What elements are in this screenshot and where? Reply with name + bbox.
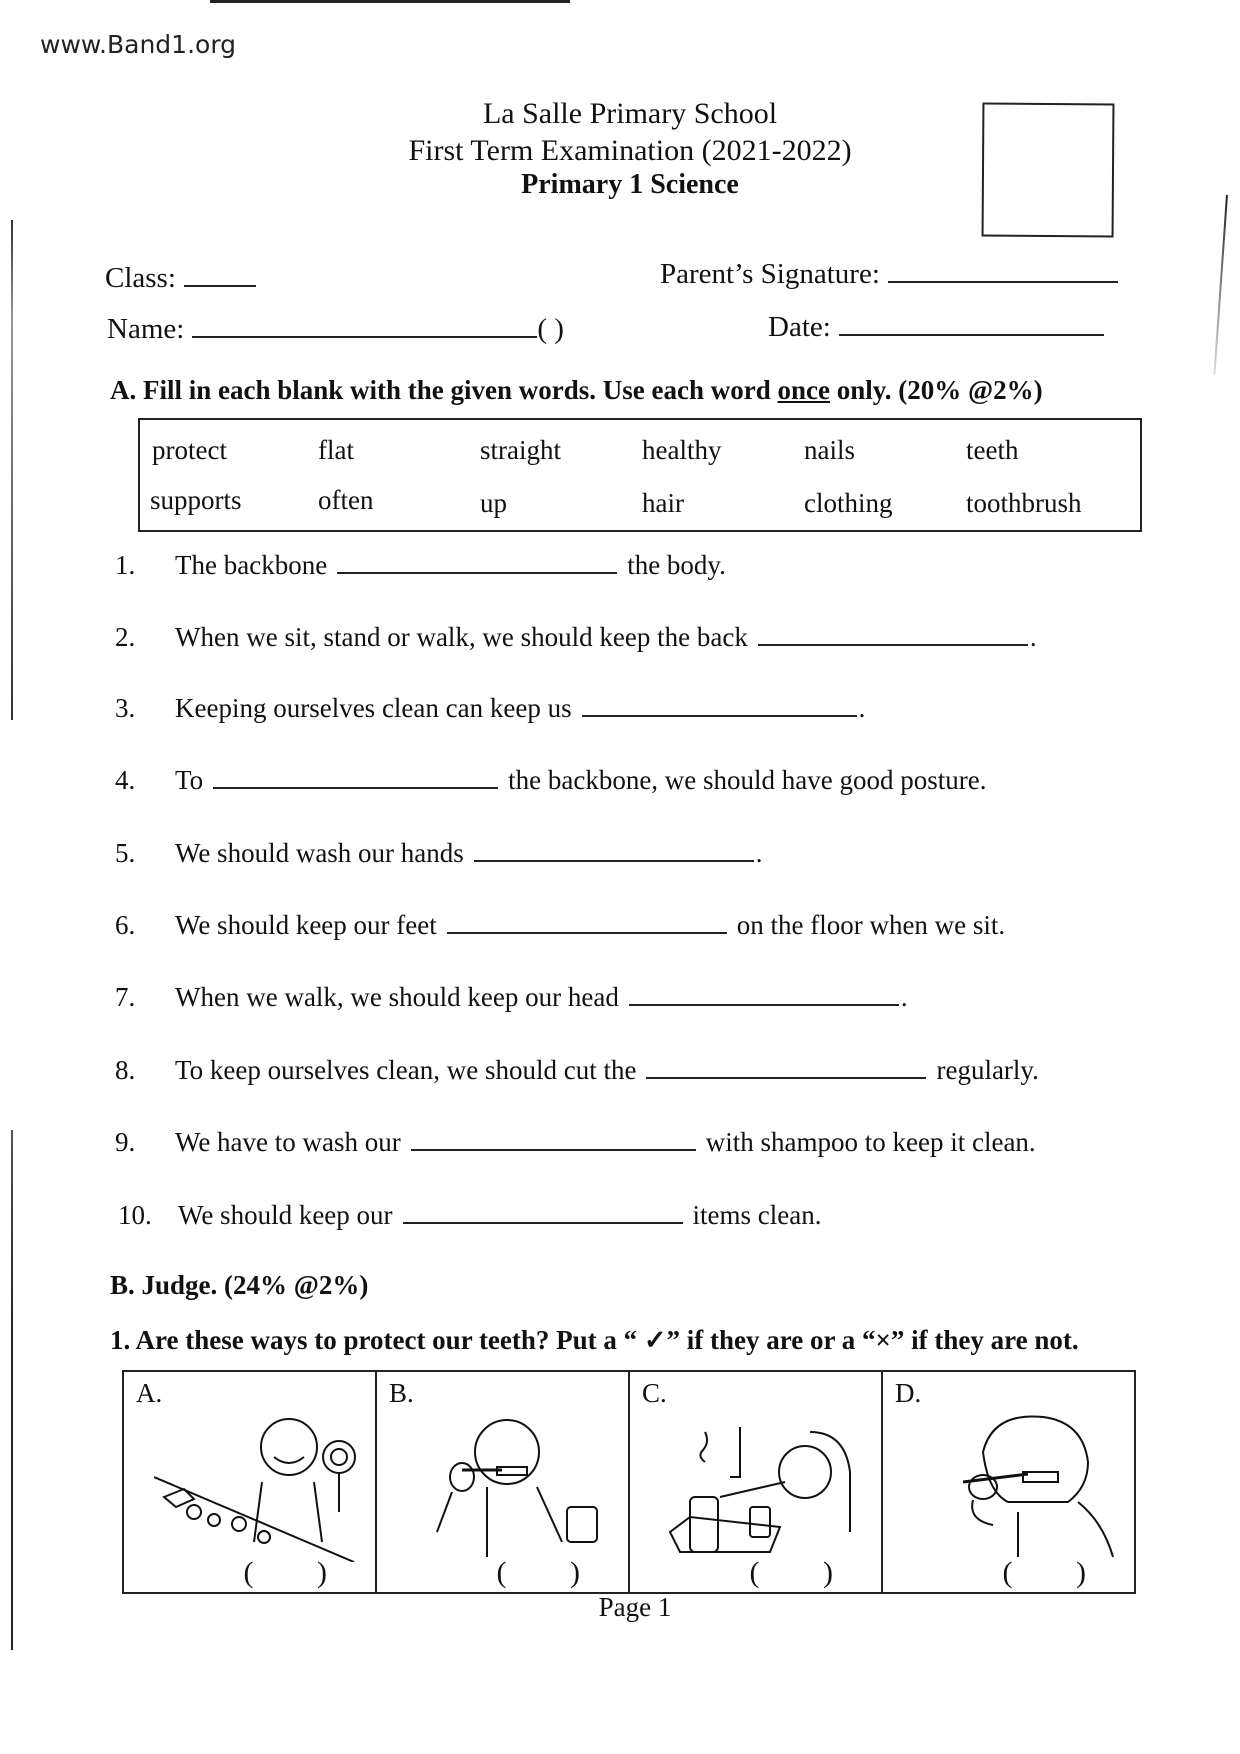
picture-label: A.: [136, 1378, 163, 1408]
question-2: [115, 622, 1037, 653]
picture-panel-d: [883, 1372, 1134, 1592]
question-3: [115, 693, 865, 724]
section-b-question-1: 1. Are these ways to protect our teeth? Put a “ ✓” if they are or a “×” if they are not.: [110, 1325, 1079, 1355]
class-field[interactable]: [105, 262, 256, 295]
section-a-title-emphasis: once: [777, 375, 831, 405]
date-field[interactable]: [768, 311, 1104, 344]
answer-blank[interactable]: [337, 571, 617, 574]
question-number: 6.: [115, 910, 136, 940]
watermark: www.Band1.org: [40, 30, 237, 59]
answer-blank[interactable]: [646, 1076, 926, 1079]
question-text-after: the body.: [627, 550, 726, 580]
question-text-before: To keep ourselves clean, we should cut the: [175, 1055, 637, 1085]
question-6: [115, 910, 1005, 941]
answer-blank[interactable]: [213, 786, 498, 789]
question-text-before: We should keep our feet: [175, 910, 437, 940]
section-a-title: [110, 375, 1043, 406]
parent-signature-line[interactable]: [888, 280, 1118, 283]
school-name: La Salle Primary School: [482, 97, 778, 130]
question-text-after: .: [900, 982, 908, 1012]
question-text-after: the backbone, we should have good posture.: [508, 765, 987, 795]
question-text-before: To: [175, 765, 204, 795]
question-text-before: We should keep our: [178, 1200, 393, 1230]
question-number: 4.: [115, 765, 136, 795]
answer-blank[interactable]: [582, 714, 857, 717]
question-number: 1.: [115, 550, 136, 580]
class-number-paren: ( ): [537, 313, 564, 345]
word-bank-item: straight: [480, 435, 561, 465]
exam-title: First Term Examination (2021-2022): [408, 134, 852, 167]
name-label: Name:: [107, 313, 185, 345]
word-bank: [138, 418, 1142, 532]
word-bank-item: protect: [152, 435, 227, 465]
section-a-title-post: only. (20% @2%): [830, 375, 1043, 405]
date-input-line[interactable]: [839, 333, 1104, 336]
class-input-line[interactable]: [184, 284, 256, 287]
question-number: 9.: [115, 1127, 136, 1157]
question-number: 10.: [118, 1200, 152, 1230]
scan-edge-left-lower: [11, 1130, 13, 1650]
answer-blank[interactable]: [758, 643, 1028, 646]
scan-edge-top: [210, 0, 570, 3]
question-number: 5.: [115, 838, 136, 868]
section-a-title-pre: A. Fill in each blank with the given words. Use each word: [110, 375, 778, 405]
question-8: [115, 1055, 1039, 1086]
word-bank-item: up: [480, 488, 507, 518]
question-text-after: items clean.: [692, 1200, 822, 1230]
name-input-line[interactable]: [192, 335, 537, 338]
question-text-after: .: [858, 693, 866, 723]
girl-eating-candy-icon: [154, 1412, 364, 1562]
question-1: [115, 550, 726, 581]
picture-label: D.: [895, 1378, 922, 1408]
score-box: [982, 103, 1115, 238]
question-number: 2.: [115, 622, 136, 652]
girl-mouthwash-icon: [660, 1412, 870, 1562]
question-text-after: .: [1029, 622, 1037, 652]
date-label: Date:: [768, 311, 831, 343]
answer-paren[interactable]: ( ): [1002, 1556, 1114, 1589]
word-bank-item: toothbrush: [966, 488, 1082, 518]
picture-panel-b: [377, 1372, 630, 1592]
word-bank-item: healthy: [642, 435, 722, 465]
word-bank-item: supports: [150, 485, 242, 515]
picture-label: C.: [642, 1378, 667, 1408]
word-bank-item: often: [318, 485, 374, 515]
answer-blank[interactable]: [411, 1148, 696, 1151]
question-text-after: regularly.: [936, 1055, 1039, 1085]
question-4: [115, 765, 987, 796]
question-10: [118, 1200, 821, 1231]
section-b-title: B. Judge. (24% @2%): [110, 1270, 369, 1300]
subject-title: Primary 1 Science: [521, 169, 739, 200]
question-9: [115, 1127, 1036, 1158]
name-field[interactable]: [107, 313, 564, 346]
question-5: [115, 838, 763, 869]
question-text-after: on the floor when we sit.: [736, 910, 1006, 940]
answer-paren[interactable]: ( ): [496, 1556, 608, 1589]
word-bank-item: flat: [318, 435, 354, 465]
answer-paren[interactable]: ( ): [243, 1556, 355, 1589]
question-text-before: We should wash our hands: [175, 838, 464, 868]
parent-signature-field[interactable]: [660, 258, 1118, 291]
word-bank-item: nails: [804, 435, 855, 465]
picture-panel-c: [630, 1372, 883, 1592]
page-number: Page 1: [598, 1592, 672, 1622]
question-text-before: Keeping ourselves clean can keep us: [175, 693, 572, 723]
parent-signature-label: Parent’s Signature:: [660, 258, 880, 290]
picture-panel-a: [124, 1372, 377, 1592]
question-text-before: When we walk, we should keep our head: [175, 982, 619, 1012]
picture-label: B.: [389, 1378, 414, 1408]
scan-edge-left: [11, 220, 13, 720]
answer-paren[interactable]: ( ): [749, 1556, 861, 1589]
word-bank-item: teeth: [966, 435, 1019, 465]
question-text-before: When we sit, stand or walk, we should keep the back: [175, 622, 748, 652]
answer-blank[interactable]: [629, 1003, 899, 1006]
question-number: 8.: [115, 1055, 136, 1085]
word-bank-item: hair: [642, 488, 684, 518]
question-number: 7.: [115, 982, 136, 1012]
answer-blank[interactable]: [474, 859, 754, 862]
question-text-after: with shampoo to keep it clean.: [705, 1127, 1036, 1157]
question-number: 3.: [115, 693, 136, 723]
word-bank-item: clothing: [804, 488, 893, 518]
boy-brushing-teeth-icon: [407, 1412, 617, 1562]
boy-brushing-teeth-icon: [913, 1412, 1123, 1562]
class-label: Class:: [105, 262, 176, 294]
question-text-before: The backbone: [175, 550, 328, 580]
question-text-after: .: [755, 838, 763, 868]
question-7: [115, 982, 908, 1013]
answer-blank[interactable]: [403, 1221, 683, 1224]
question-text-before: We have to wash our: [175, 1127, 401, 1157]
picture-strip: [122, 1370, 1136, 1594]
scan-edge-right: [1213, 195, 1228, 375]
answer-blank[interactable]: [447, 931, 727, 934]
